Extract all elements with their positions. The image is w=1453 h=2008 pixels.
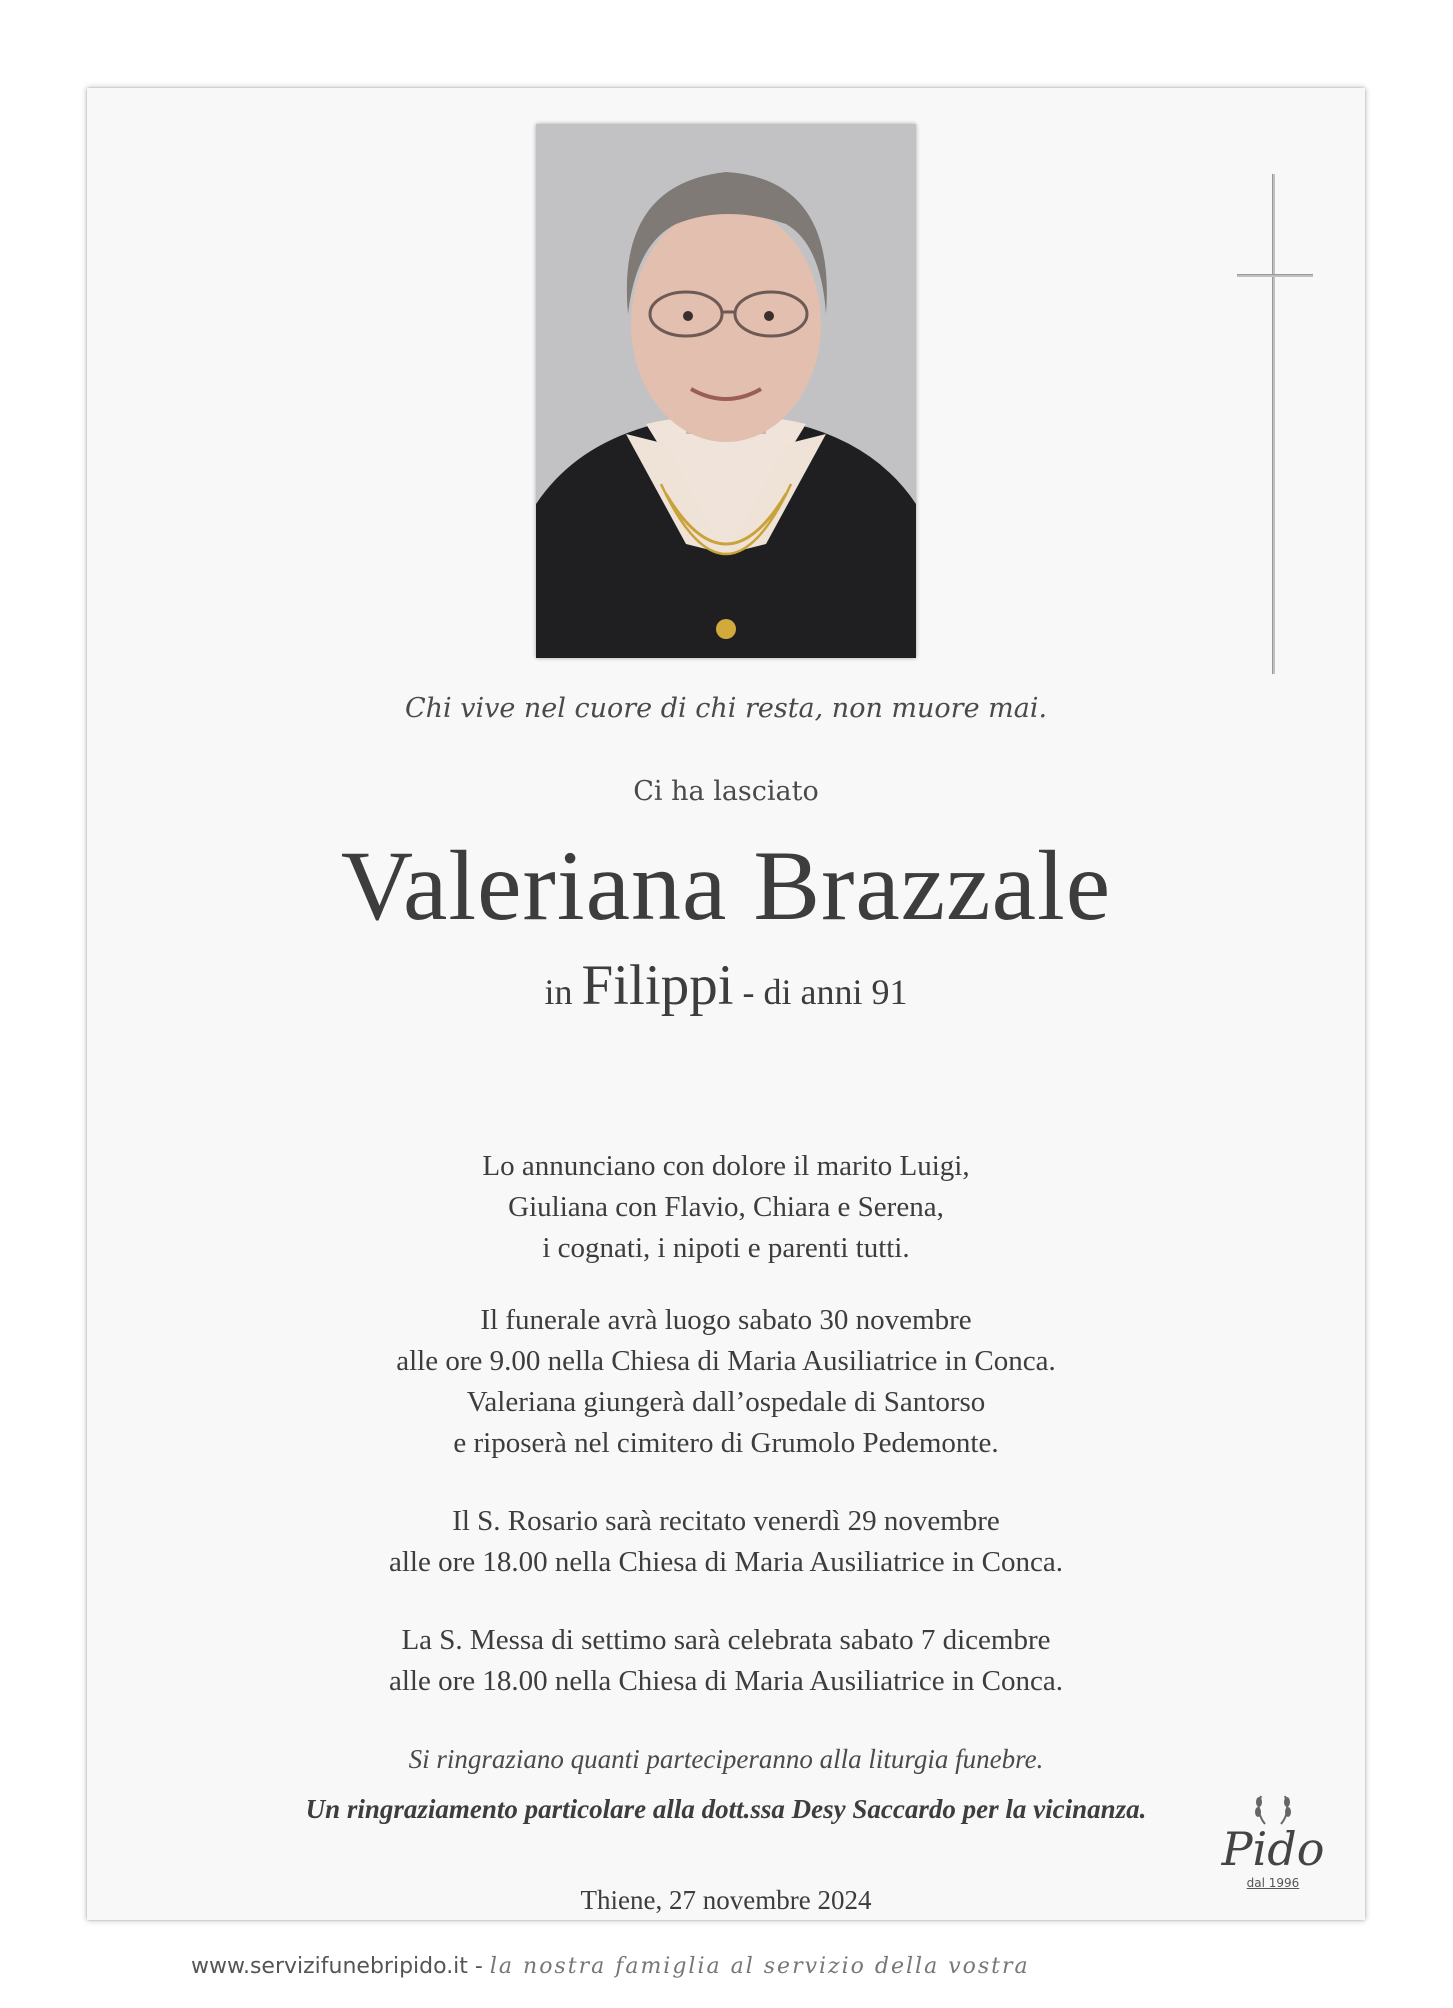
- logo-since: dal 1996: [1246, 1876, 1300, 1890]
- married-prefix: in: [544, 972, 573, 1012]
- logo-brand: Pido: [1221, 1822, 1325, 1876]
- announcement-line: i cognati, i nipoti e parenti tutti.: [542, 1232, 910, 1264]
- footer-slogan: la nostra famiglia al servizio della vostra: [489, 1954, 1030, 1979]
- announcement-block: [87, 1146, 1365, 1269]
- cross-icon: [1237, 174, 1313, 674]
- funeral-block: [87, 1300, 1365, 1464]
- announcement-line: Giuliana con Flavio, Chiara e Serena,: [508, 1191, 944, 1223]
- motto: Chi vive nel cuore di chi resta, non muore mai.: [404, 693, 1048, 724]
- announcement-line: Lo annunciano con dolore il marito Luigi,: [482, 1150, 970, 1182]
- funeral-line: e riposerà nel cimitero di Grumolo Pedemonte.: [453, 1427, 999, 1459]
- rosary-line: Il S. Rosario sarà recitato venerdì 29 novembre: [452, 1505, 1000, 1537]
- portrait-illustration: [536, 124, 916, 658]
- married-name-line: [87, 953, 1365, 1018]
- rosary-block: [87, 1501, 1365, 1583]
- mass-block: [87, 1620, 1365, 1702]
- special-thanks-text: Un ringraziamento particolare alla dott.ssa Desy Saccardo per la vicinanza.: [305, 1794, 1147, 1824]
- pido-logo: [1213, 1788, 1333, 1888]
- intro-text: Ci ha lasciato: [633, 776, 819, 807]
- funeral-line: Valeriana giungerà dall’ospedale di Santorso: [466, 1386, 986, 1418]
- age-text: - di anni 91: [742, 972, 908, 1012]
- thanks-text: Si ringraziano quanti parteciperanno alla liturgia funebre.: [408, 1744, 1044, 1774]
- footer: [191, 1954, 1030, 1979]
- death-notice-card: [87, 88, 1365, 1979]
- rosary-line: alle ore 18.00 nella Chiesa di Maria Ausiliatrice in Conca.: [388, 1546, 1064, 1578]
- mass-line: La S. Messa di settimo sarà celebrata sabato 7 dicembre: [401, 1624, 1051, 1656]
- married-name: Filippi: [581, 954, 734, 1017]
- website-link[interactable]: www.servizifunebripido.it: [191, 1954, 468, 1979]
- portrait-photo: [536, 124, 916, 658]
- funeral-line: alle ore 9.00 nella Chiesa di Maria Ausiliatrice in Conca.: [396, 1345, 1056, 1377]
- place-date: Thiene, 27 novembre 2024: [580, 1885, 872, 1915]
- footer-separator: -: [467, 1954, 490, 1979]
- mass-line: alle ore 18.00 nella Chiesa di Maria Ausiliatrice in Conca.: [388, 1665, 1064, 1697]
- funeral-line: Il funerale avrà luogo sabato 30 novembre: [480, 1304, 972, 1336]
- deceased-name: Valeriana Brazzale: [340, 830, 1112, 941]
